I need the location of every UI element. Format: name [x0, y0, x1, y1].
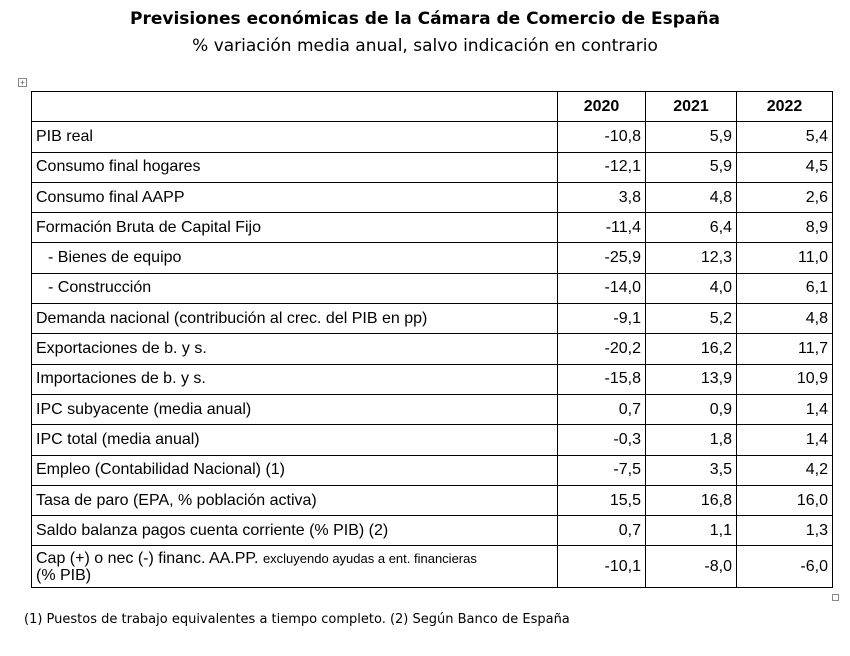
value-cell: 1,8 — [646, 425, 737, 455]
value-cell: 4,8 — [646, 182, 737, 212]
value-cell: -0,3 — [558, 425, 646, 455]
value-cell: -10,8 — [558, 122, 646, 152]
value-cell: 4,2 — [737, 455, 833, 485]
value-cell: 10,9 — [737, 364, 833, 394]
value-cell: 5,2 — [646, 304, 737, 334]
value-cell: -12,1 — [558, 152, 646, 182]
value-cell: 12,3 — [646, 243, 737, 273]
value-cell: 4,8 — [737, 304, 833, 334]
page-subtitle: % variación media anual, salvo indicación en contrario — [192, 36, 658, 56]
value-cell: -7,5 — [558, 455, 646, 485]
value-cell: 5,9 — [646, 152, 737, 182]
row-label: Saldo balanza pagos cuenta corriente (% PIB) (2) — [32, 516, 558, 546]
row-label: Demanda nacional (contribución al crec. del PIB en pp) — [32, 304, 558, 334]
value-cell: -11,4 — [558, 213, 646, 243]
value-cell: 11,7 — [737, 334, 833, 364]
value-cell: 4,0 — [646, 273, 737, 303]
value-cell: 0,7 — [558, 394, 646, 424]
value-cell: 13,9 — [646, 364, 737, 394]
value-cell: 3,8 — [558, 182, 646, 212]
table-row — [32, 182, 833, 212]
page-title: Previsiones económicas de la Cámara de Comercio de España — [130, 9, 720, 29]
table-row — [32, 546, 833, 588]
value-cell: 6,1 — [737, 273, 833, 303]
table-header-row — [32, 92, 833, 122]
table-row — [32, 243, 833, 273]
header-cell — [32, 92, 558, 122]
table-row — [32, 425, 833, 455]
header-year-2021: 2021 — [646, 92, 737, 122]
value-cell: 5,9 — [646, 122, 737, 152]
value-cell: 1,4 — [737, 394, 833, 424]
table-row — [32, 455, 833, 485]
table-move-handle-icon[interactable]: + — [18, 78, 27, 87]
row-label-main: Cap (+) o nec (-) financ. AA.PP. — [36, 549, 259, 567]
row-label: Consumo final hogares — [32, 152, 558, 182]
value-cell: -20,2 — [558, 334, 646, 364]
value-cell: 1,4 — [737, 425, 833, 455]
value-cell: 16,8 — [646, 485, 737, 515]
value-cell: 5,4 — [737, 122, 833, 152]
table-resize-handle[interactable] — [832, 594, 839, 601]
row-label: - Bienes de equipo — [32, 243, 558, 273]
value-cell: -15,8 — [558, 364, 646, 394]
forecast-table — [31, 91, 833, 588]
value-cell: 0,9 — [646, 394, 737, 424]
value-cell: 6,4 — [646, 213, 737, 243]
footnote: (1) Puestos de trabajo equivalentes a tiempo completo. (2) Según Banco de España — [24, 612, 570, 627]
value-cell: -25,9 — [558, 243, 646, 273]
value-cell: 16,0 — [737, 485, 833, 515]
row-label: Tasa de paro (EPA, % población activa) — [32, 485, 558, 515]
row-label: PIB real — [32, 122, 558, 152]
value-cell: 15,5 — [558, 485, 646, 515]
table-row — [32, 394, 833, 424]
row-label — [32, 546, 558, 588]
value-cell: 4,5 — [737, 152, 833, 182]
table-row — [32, 334, 833, 364]
value-cell: 0,7 — [558, 516, 646, 546]
table-row — [32, 273, 833, 303]
table-row — [32, 122, 833, 152]
table-row — [32, 364, 833, 394]
value-cell: 3,5 — [646, 455, 737, 485]
row-label: Empleo (Contabilidad Nacional) (1) — [32, 455, 558, 485]
value-cell: 1,3 — [737, 516, 833, 546]
table-row — [32, 516, 833, 546]
value-cell: 16,2 — [646, 334, 737, 364]
table-row — [32, 304, 833, 334]
value-cell: -10,1 — [558, 546, 646, 588]
value-cell: -8,0 — [646, 546, 737, 588]
row-label-note: excluyendo ayudas a ent. financieras — [262, 550, 477, 566]
row-label: Exportaciones de b. y s. — [32, 334, 558, 364]
row-label: IPC total (media anual) — [32, 425, 558, 455]
row-label: Formación Bruta de Capital Fijo — [32, 213, 558, 243]
value-cell: -9,1 — [558, 304, 646, 334]
value-cell: 2,6 — [737, 182, 833, 212]
value-cell: 8,9 — [737, 213, 833, 243]
row-label: Importaciones de b. y s. — [32, 364, 558, 394]
row-label[interactable]: - Construcción — [32, 273, 558, 303]
table-row — [32, 213, 833, 243]
header-year-2020: 2020 — [558, 92, 646, 122]
row-label-tail: (% PIB) — [36, 566, 92, 584]
value-cell: 11,0 — [737, 243, 833, 273]
row-label: IPC subyacente (media anual) — [32, 394, 558, 424]
value-cell: -14,0 — [558, 273, 646, 303]
value-cell: 1,1 — [646, 516, 737, 546]
table-row — [32, 152, 833, 182]
header-year-2022: 2022 — [737, 92, 833, 122]
table-row — [32, 485, 833, 515]
value-cell: -6,0 — [737, 546, 833, 588]
row-label: Consumo final AAPP — [32, 182, 558, 212]
